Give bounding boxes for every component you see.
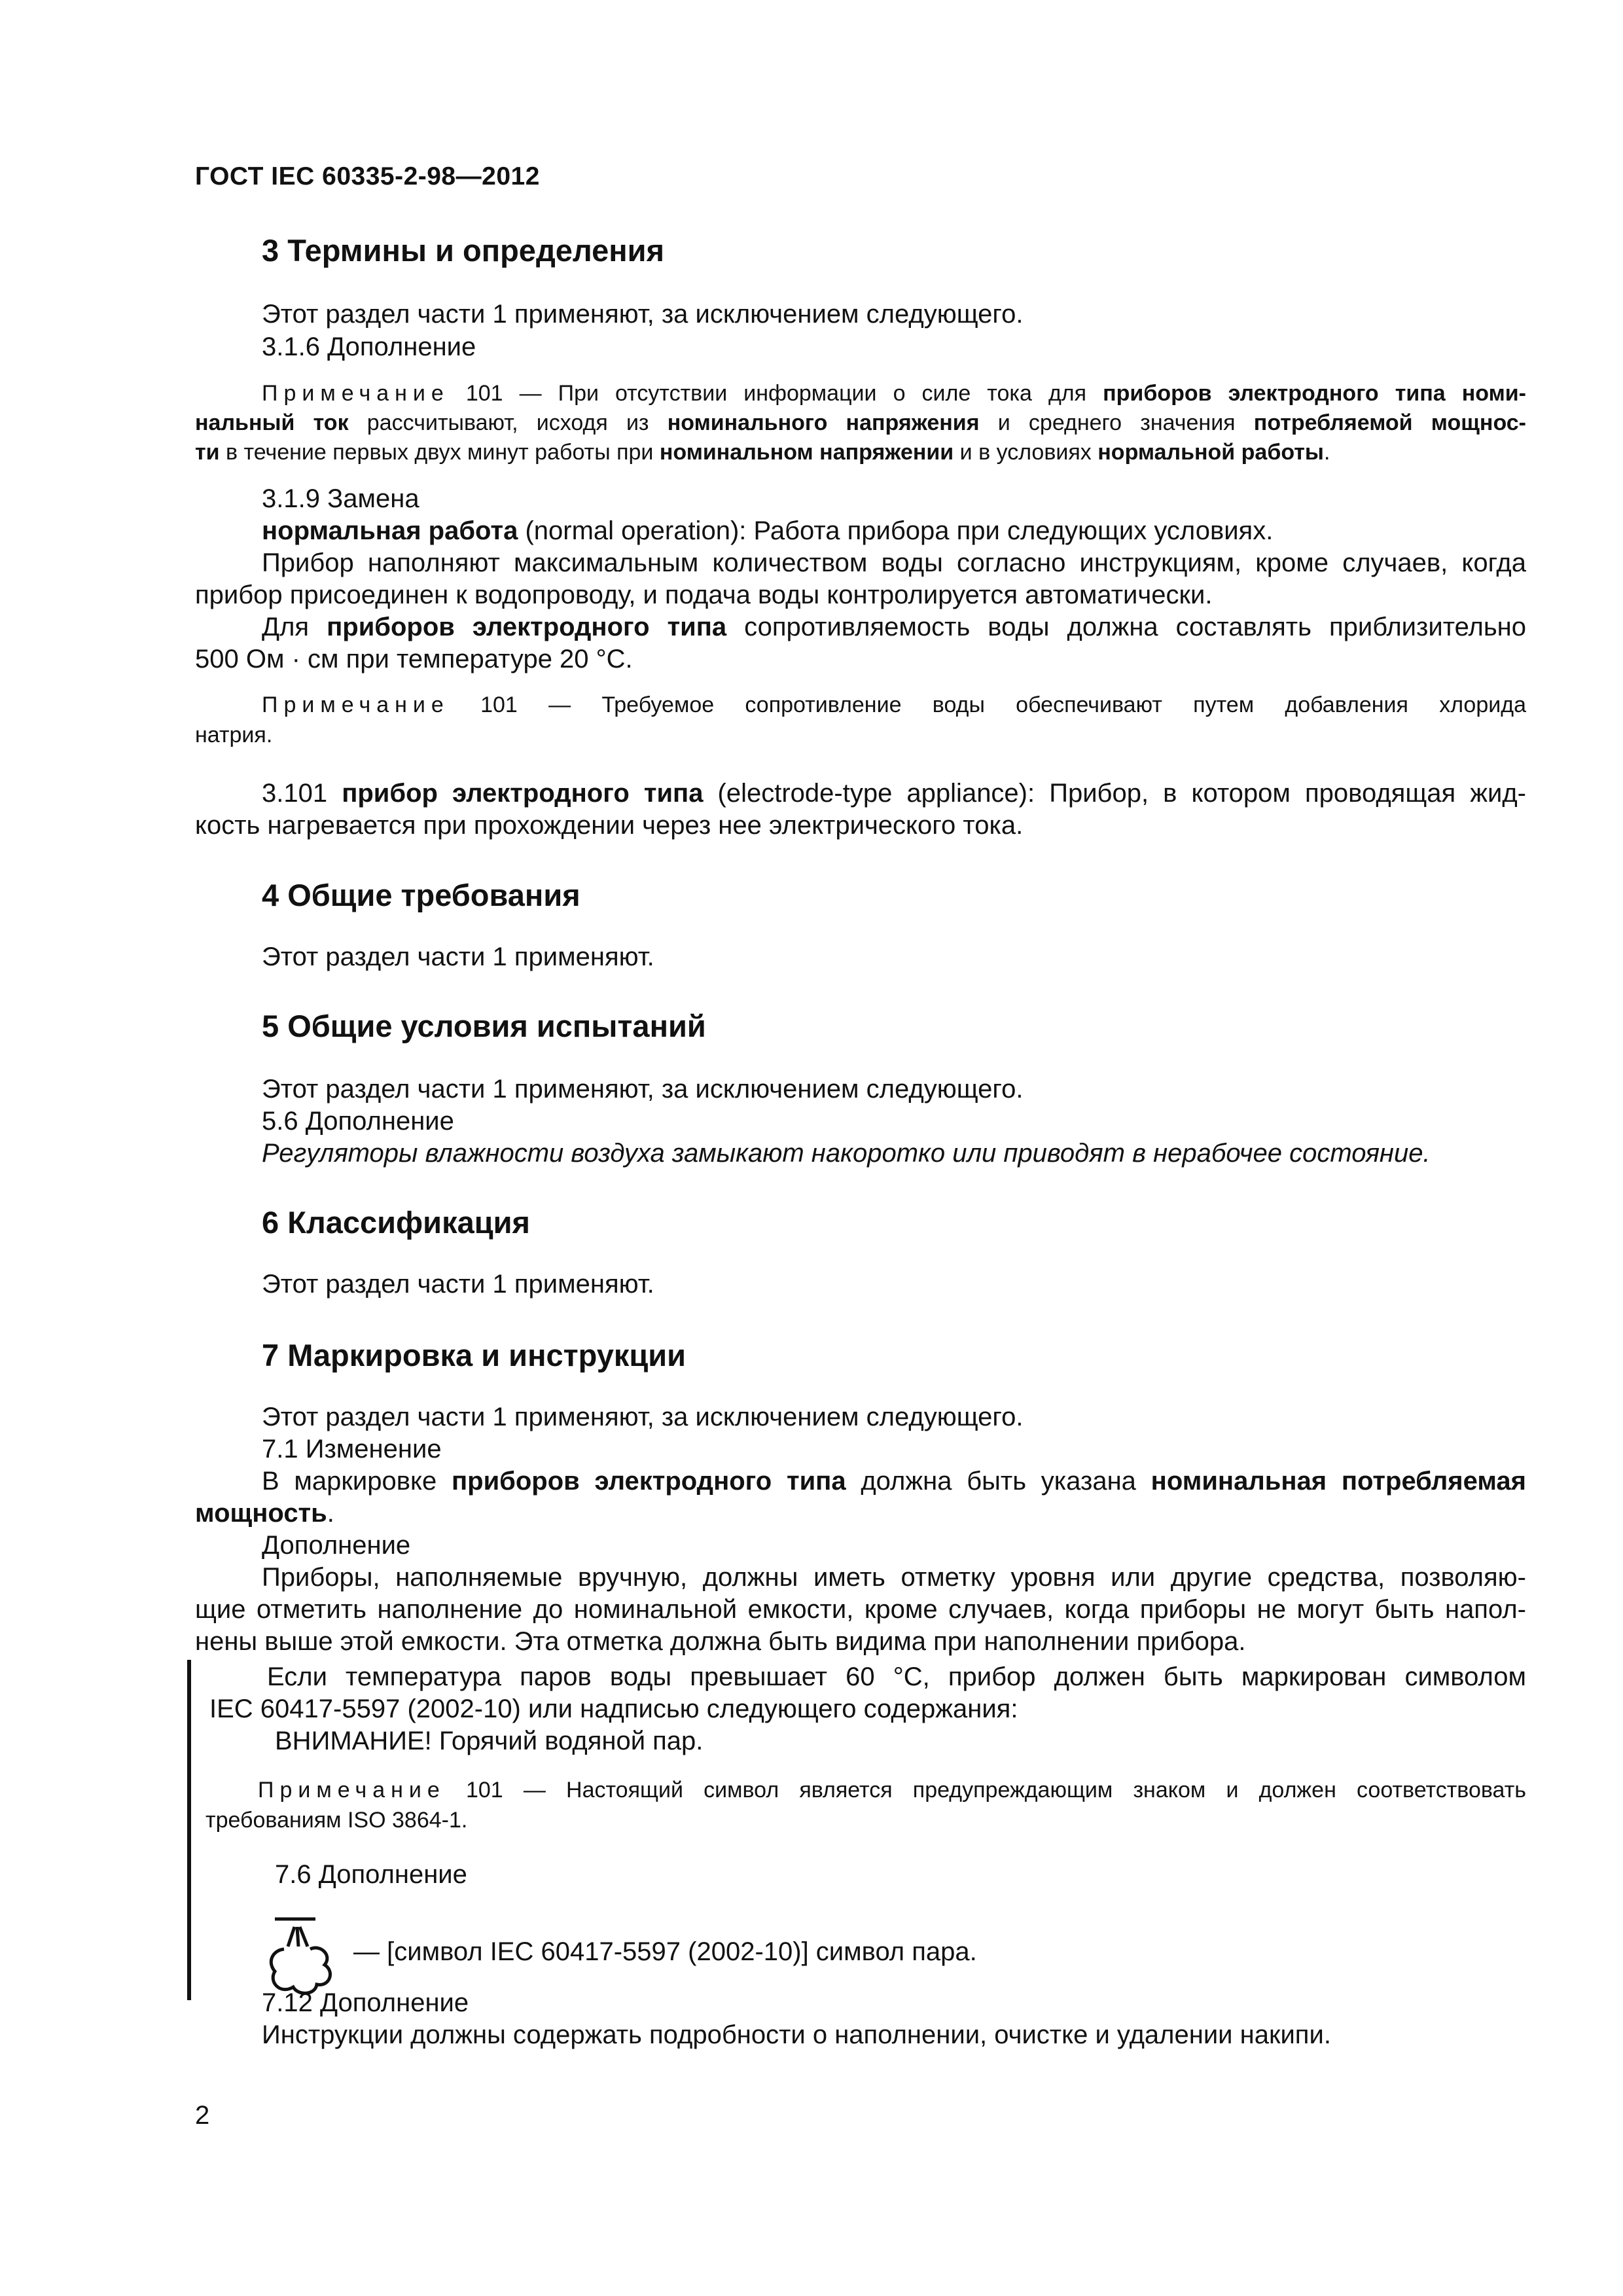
s3-para-6-line-1: Для приборов электродного типа сопротивляемость воды должна составлять приблизительно [262,613,1526,641]
s7-para-5-line-3: нены выше этой емкости. Эта отметка должна быть видима при наполнении прибора. [195,1627,1246,1656]
section-6-heading: 6 Классификация [262,1205,530,1240]
s3-para-2: 3.1.6 Дополнение [262,332,476,361]
steam-symbol-icon [264,1916,343,1998]
s7-para-6-line-2: IEC 60417-5597 (2002-10) или надписью следующего содержания: [209,1695,1018,1723]
s5-para-1: Этот раздел части 1 применяют, за исключением следующего. [262,1075,1024,1103]
s3-para-7-line-2: кость нагревается при прохождении через нее электрического тока. [195,811,1024,840]
steam-symbol-caption: — [символ IEC 60417-5597 (2002-10)] символ пара. [353,1937,977,1966]
s7-para-10: Инструкции должны содержать подробности о наполнении, очистке и удалении накипи. [262,2020,1331,2049]
s7-note-line-2: требованиям ISO 3864-1. [205,1808,468,1833]
s7-para-4: Дополнение [262,1531,411,1560]
s3-para-7-line-1: 3.101 прибор электродного типа (electrode-type appliance): Прибор, в котором проводящая жид- [262,779,1527,808]
section-4-heading: 4 Общие требования [262,878,580,912]
revision-change-bar [187,1660,191,2000]
s5-para-2: 5.6 Дополнение [262,1107,454,1136]
s7-para-3-line-1: В маркировке приборов электродного типа должна быть указана номинальная потребляемая [262,1467,1526,1496]
section-5-heading: 5 Общие условия испытаний [262,1009,706,1043]
section-3-heading: 3 Термины и определения [262,233,664,268]
document-id: ГОСТ IEC 60335-2-98—2012 [195,162,540,190]
s3-para-5-line-2: прибор присоединен к водопроводу, и подача воды контролируется автоматически. [195,581,1213,609]
section-7-heading: 7 Маркировка и инструкции [262,1338,687,1372]
s3-note-line-1: Примечание 101 — При отсутствии информации о силе тока для приборов электродного типа номи- [262,381,1526,406]
s3-para-4: нормальная работа (normal operation): Работа прибора при следующих условиях. [262,516,1274,545]
s3-para-6-line-2: 500 Ом · см при температуре 20 °С. [195,645,633,673]
s5-para-3: Регуляторы влажности воздуха замыкают накоротко или приводят в нерабочее состояние. [262,1139,1431,1168]
s7-note-line-1: Примечание 101 — Настоящий символ является предупреждающим знаком и должен соответствовать [258,1778,1526,1803]
s7-para-2: 7.1 Изменение [262,1435,442,1463]
s3-para-1: Этот раздел части 1 применяют, за исключением следующего. [262,300,1024,329]
s3-note2-line-2: натрия. [195,723,273,747]
s7-para-1: Этот раздел части 1 применяют, за исключением следующего. [262,1403,1024,1431]
s7-para-9: 7.12 Дополнение [262,1988,469,2017]
s6-para-1: Этот раздел части 1 применяют. [262,1270,654,1299]
s3-note-line-2: нальный ток рассчитывают, исходя из номинального напряжения и среднего значения потребляемой мощнос- [195,410,1526,435]
s7-para-6-line-3: ВНИМАНИЕ! Горячий водяной пар. [275,1727,704,1755]
s7-para-5-line-1: Приборы, наполняемые вручную, должны иметь отметку уровня или другие средства, позволяю- [262,1563,1526,1592]
s3-note2-line-1: Примечание 101 — Требуемое сопротивление воды обеспечивают путем добавления хлорида [262,692,1526,717]
s4-para-1: Этот раздел части 1 применяют. [262,942,654,971]
s3-para-3: 3.1.9 Замена [262,484,419,513]
s7-para-6-line-1: Если температура паров воды превышает 60 °С, прибор должен быть маркирован символом [267,1662,1526,1691]
s3-para-5-line-1: Прибор наполняют максимальным количеством воды согласно инструкциям, кроме случаев, когда [262,548,1526,577]
page-number: 2 [195,2101,210,2130]
s3-note-line-3: ти в течение первых двух минут работы при номинальном напряжении и в условиях нормальной работы. [195,440,1330,465]
s7-para-5-line-2: щие отметить наполнение до номинальной емкости, кроме случаев, когда приборы не могут быть напол- [195,1595,1526,1624]
note-label: Примечание [262,381,450,406]
s7-para-7: 7.6 Дополнение [275,1860,467,1889]
s7-para-3-line-2: мощность. [195,1499,334,1528]
